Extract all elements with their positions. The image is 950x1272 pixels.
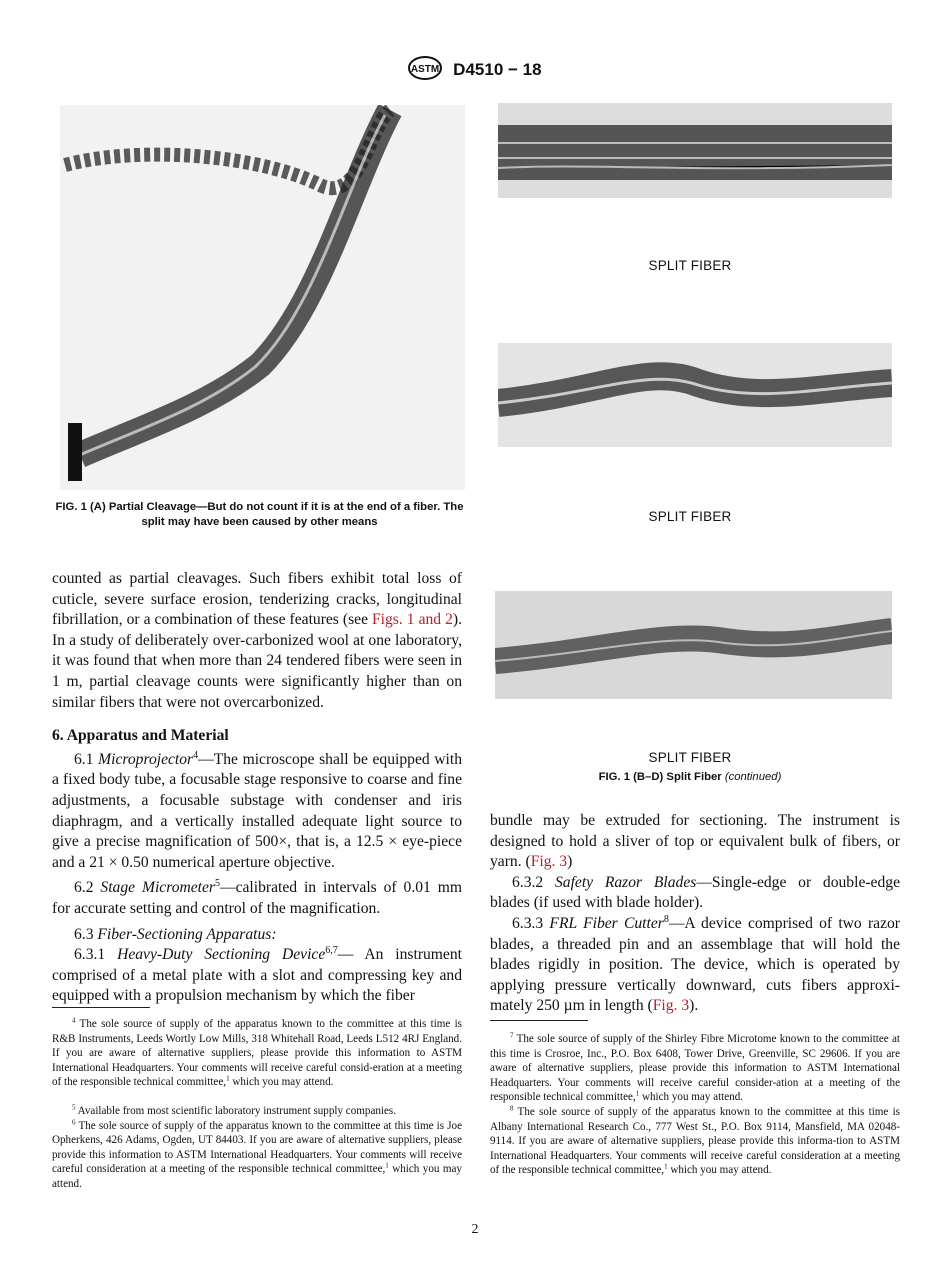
caption-suffix: (continued) (724, 771, 782, 783)
footnote-7 (490, 1032, 900, 1105)
text: The sole source of supply of the apparatus known to the committee at this time is R&B Instruments, Leeds Wortly Low Mills, 318 Whitehall Road, Leeds L512 4RJ England. If you are aware of alternative suppliers, please provide this information to ASTM International Headquarters. Your comments will receive careful consid-eration at a meeting of the responsible technical committee, (52, 1018, 462, 1089)
num: 6.1 (74, 750, 99, 768)
text: —Single-edge or double-edge blades (if used with blade holder). (490, 873, 900, 912)
footnote-8 (490, 1105, 900, 1178)
footnote-ref[interactable]: 5 (215, 878, 220, 890)
text: bundle may be extruded for sectioning. The instrument is designed to hold a sliver of top or equivalent bulk of fibers, or yarn. ( (490, 812, 900, 871)
svg-text:ASTM: ASTM (411, 64, 440, 75)
figure-1bd-caption (490, 770, 890, 785)
paragraph (490, 811, 900, 873)
text: which you may attend. (639, 1091, 744, 1104)
text: —A device comprised of two razor blades, a threaded pin and an assemblage that will hold the blades rigidly in position. The device, which is operated by applying pressure vertically downward, cuts fibers approxi-mately 250 µm in length ( (490, 914, 900, 1015)
section-6-3-1 (52, 945, 462, 1007)
term: Stage Micrometer (100, 879, 215, 897)
text: ). (689, 997, 699, 1015)
num: 6.3.1 (74, 946, 118, 964)
term: Fiber-Sectioning Apparatus: (97, 925, 277, 943)
fn-num: 8 (510, 1104, 514, 1113)
figs-1-2-link[interactable]: Figs. 1 and 2 (372, 611, 453, 629)
footnote-divider (52, 1007, 150, 1008)
text: ) (567, 853, 573, 871)
figure-1a-caption: FIG. 1 (A) Partial Cleavage—But do not count if it is at the end of a fiber. The split may have been caused by other means (55, 501, 464, 528)
fn-num: 5 (72, 1103, 76, 1112)
text: — An instrument comprised of a metal plate with a slot and compressing key and equipped with a propulsion mechanism by which the fiber (52, 946, 462, 1005)
footnotes-left (52, 1017, 462, 1192)
footnotes-right (490, 1032, 900, 1178)
text: counted as partial cleavages. Such fibers exhibit total loss of cuticle, severe surface erosion, tenderizing cracks, longitudinal fibrillation, or a combination of these features (see (52, 570, 462, 629)
text: which you may attend. (667, 1164, 772, 1177)
term: Microprojector (98, 750, 194, 768)
num: 6.2 (74, 879, 101, 897)
text: which you may attend. (52, 1163, 462, 1190)
footnote-ref[interactable]: 4 (193, 749, 199, 761)
split-fiber-label: SPLIT FIBER (648, 509, 732, 524)
figure-1a-photo (60, 105, 465, 490)
fn-ref[interactable]: 1 (664, 1162, 668, 1171)
footnote-divider (490, 1020, 588, 1021)
fn-num: 7 (510, 1031, 514, 1040)
num: 6.3.3 (512, 914, 550, 932)
left-column (52, 569, 462, 1007)
text: —The microscope shall be equipped with a fixed body tube, a focusable stage responsive to coarse and fine adjustments, a focusable substage with condenser and iris diaphragm, and a vertically installed adequate light source to give a precise magnification of 500×, that is, a 12.5 × eye-piece and a 21 × 0.50 numerical aperture objective. (52, 750, 463, 871)
footnote-ref[interactable]: 6,7 (325, 944, 338, 956)
fn-num: 6 (72, 1117, 76, 1126)
section-6-1 (52, 750, 462, 874)
term: Heavy-Duty Sectioning Device (117, 946, 326, 964)
text: The sole source of supply of the apparatus known to the committee at this time is Albany International Research Co., 777 West St., P.O. Box 9114, Mansfield, MA 02048-9114. If you are aware of alternative suppliers, please provide this informa-tion to ASTM International Headquarters. Your comments will receive careful consideration at a meeting of the responsible technical committee, (490, 1105, 900, 1177)
num: 6.3 (74, 925, 98, 943)
text: Available from most scientific laboratory instrument supply companies. (75, 1104, 397, 1117)
figure-1b-photo (498, 103, 892, 198)
paragraph (52, 569, 462, 713)
footnote-6 (52, 1119, 462, 1192)
section-6-3-3 (490, 914, 900, 1017)
text: which you may attend. (229, 1076, 334, 1089)
fig-3-link[interactable]: Fig. 3 (652, 997, 690, 1015)
section-6-3-2 (490, 873, 900, 914)
section-6-3 (52, 925, 462, 946)
page-header (0, 56, 950, 85)
footnote-ref[interactable]: 8 (663, 913, 669, 925)
fn-ref[interactable]: 1 (385, 1161, 389, 1170)
footnote-5 (52, 1104, 462, 1119)
text: ). In a study of deliberately over-carbonized wool at one laboratory, it was found that when more than 24 tendered fibers were seen in 1 m, partial cleavage counts were significantly higher than on similar fibers that were not overcarbonized. (52, 611, 462, 711)
split-fiber-label: SPLIT FIBER (648, 750, 732, 765)
term: FRL Fiber Cutter (549, 914, 664, 932)
right-column (490, 811, 900, 1017)
figure-1c-photo (498, 343, 892, 447)
term: Safety Razor Blades (554, 873, 697, 891)
footnote-4 (52, 1017, 462, 1090)
text: The sole source of supply of the apparatus known to the committee at this time is Joe Opherkens, 426 Adams, Ogden, UT 84403. If you are aware of alternative suppliers, please provide this information to ASTM International Headquarters. Your comments will receive careful consideration at a meeting of the responsible technical committee, (52, 1119, 462, 1176)
section-6-2 (52, 878, 462, 919)
figure-1d-photo (495, 591, 892, 699)
caption-text: FIG. 1 (B–D) Split Fiber (598, 771, 722, 783)
fn-num: 4 (72, 1016, 76, 1025)
document-designation: D4510 − 18 (453, 59, 542, 79)
astm-logo-icon (408, 56, 442, 85)
fn-ref[interactable]: 1 (226, 1074, 230, 1083)
text: The sole source of supply of the Shirley Fibre Microtome known to the committee at this time is Crosroe, Inc., P.O. Box 6408, Tower Drive, Greenville, SC 29606. If you are aware of alternative suppliers, please provide this information to ASTM International Headquarters. Your comments will receive careful consider-ation at a meeting of the responsible technical committee, (490, 1033, 900, 1104)
fig-3-link[interactable]: Fig. 3 (530, 853, 568, 871)
split-fiber-label: SPLIT FIBER (648, 258, 732, 273)
page-number: 2 (471, 1222, 479, 1237)
num: 6.3.2 (512, 873, 555, 891)
text: —calibrated in intervals of 0.01 mm for accurate setting and control of the magnification. (52, 879, 462, 917)
fn-ref[interactable]: 1 (635, 1089, 640, 1098)
section-heading: 6. Apparatus and Material (52, 727, 229, 745)
